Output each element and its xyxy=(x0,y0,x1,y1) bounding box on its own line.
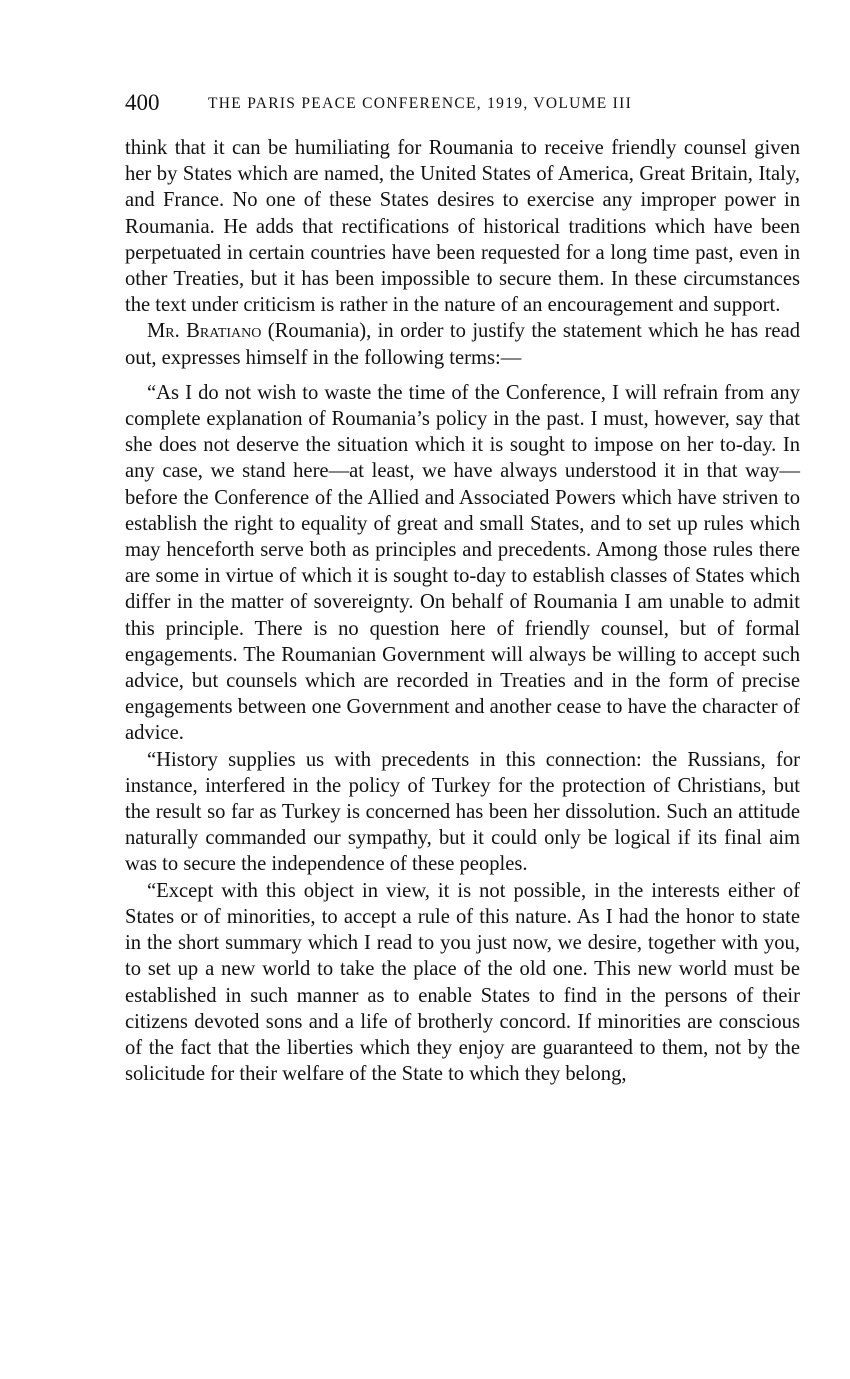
speaker-text: (Roumania), in order to justify the statement which he has read out, expresses himself in the following terms:— xyxy=(125,320,801,369)
running-title: THE PARIS PEACE CONFERENCE, 1919, VOLUME III xyxy=(208,95,633,112)
quote-paragraph: “As I do not wish to waste the time of the Conference, I will refrain from any complete explanation of Roumania’s policy in the past. I must, however, say that she does not deserve the situation which it is sought to impose on her to-day. In any case, we stand here—at least, we have always understood it in that way—before the Conference of the Allied and Associated Powers which have striven to establish the right to equality of great and small States, and to set up rules which may henceforth serve both as principles and precedents. Among those rules there are some in virtue of which it is sought to-day to establish classes of States which differ in the matter of sovereignty. On behalf of Roumania I am unable to admit this principle. There is no question here of friendly counsel, but of formal engagements. The Roumanian Government will always be willing to accept such advice, but counsels which are recorded in Treaties and in the form of precise engagements between one Government and another cease to have the character of advice. xyxy=(125,381,800,745)
paragraph-speaker xyxy=(125,318,800,370)
page-header xyxy=(125,88,800,118)
quote-paragraph: “History supplies us with precedents in this connection: the Russians, for instance, interfered in the policy of Turkey for the protection of Christians, but the result so far as Turkey is concerned has been her dissolution. Such an attitude naturally commanded our sympathy, but it could only be logical if its final aim was to secure the independence of these peoples. xyxy=(125,748,800,876)
speaker-name: Mr. Bratiano xyxy=(147,320,262,343)
body-text xyxy=(125,135,800,1087)
quote-paragraph: “Except with this object in view, it is not possible, in the interests either of States or of minorities, to accept a rule of this nature. As I had the honor to state in the short summary which I read to you just now, we desire, together with you, to set up a new world to take the place of the old one. This new world must be established in such manner as to enable States to find in the persons of their citizens devoted sons and a life of brotherly concord. If minorities are conscious of the fact that the liberties which they enjoy are guaranteed to them, not by the solicitude for their welfare of the State to which they belong, xyxy=(125,879,800,1086)
paragraph-continuation: think that it can be humiliating for Roumania to receive friendly counsel given her by States which are named, the United States of America, Great Britain, Italy, and France. No one of these States desires to exercise any improper power in Roumania. He adds that rectifications of historical traditions which have been perpetuated in certain countries have been requested for a long time past, even in other Treaties, but it has been impossible to secure them. In these circumstances the text under criticism is rather in the nature of an encouragement and support. xyxy=(125,137,800,317)
page-number: 400 xyxy=(125,90,160,115)
